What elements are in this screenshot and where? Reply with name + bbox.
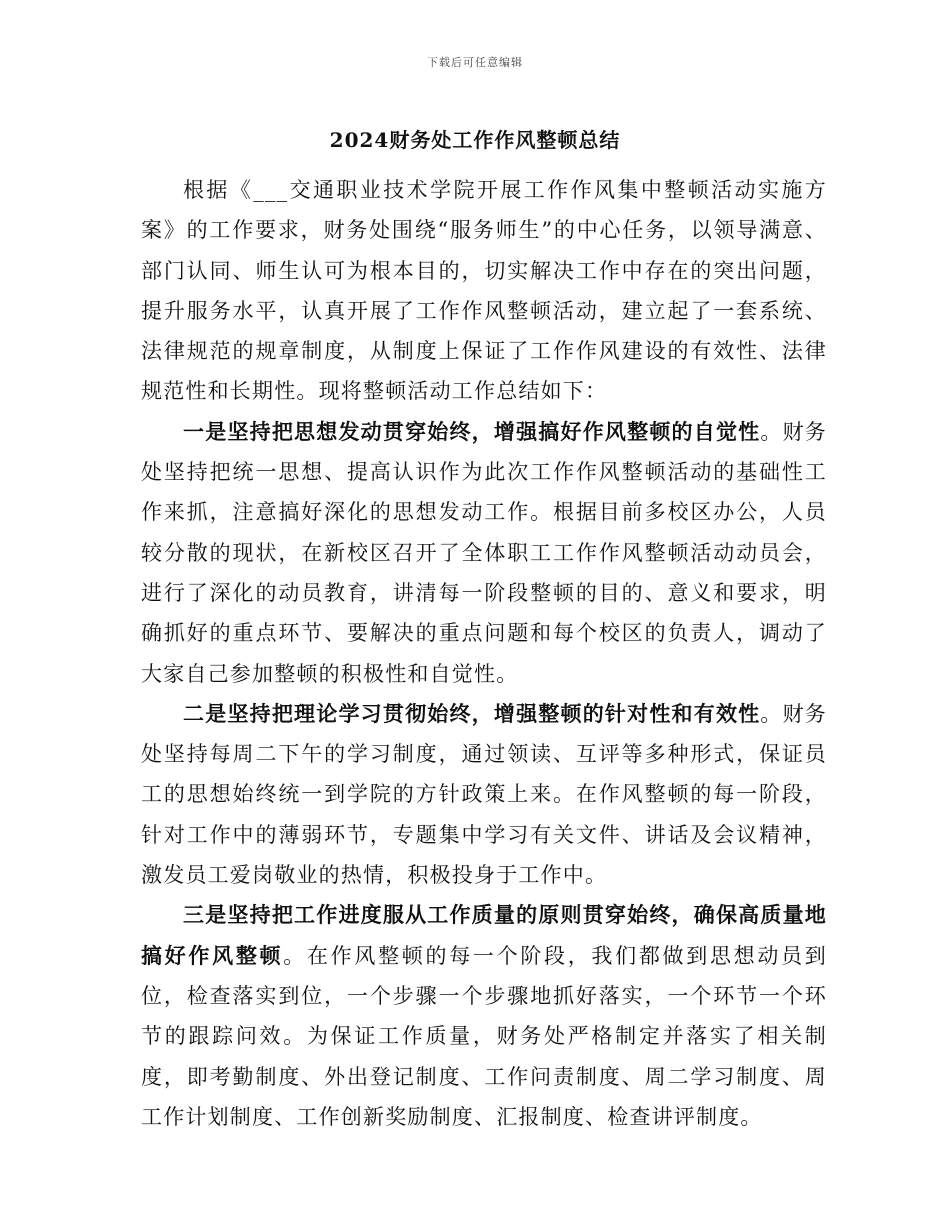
- paragraph-text: 根据《___交通职业技术学院开展工作作风集中整顿活动实施方案》的工作要求，财务处围绕“服务师生”的中心任务，以领导满意、部门认同、师生认可为根本目的，切实解决工作中存在的突出问题，提升服务水平，认真开展了工作作风整顿活动，建立起了一套系统、法律规范的规章制度，从制度上保证了工作作风建设的有效性、法律规范性和长期性。现将整顿活动工作总结如下：: [141, 178, 827, 404]
- paragraph-point-2: [141, 694, 827, 895]
- paragraph-lead: 二是坚持把理论学习贯彻始终，增强整顿的针对性和有效性: [183, 700, 761, 726]
- paragraph-point-1: [141, 412, 827, 694]
- paragraph-lead: 三是坚持把工作进度服从工作质量的原则贯穿始终，确保高质量地搞好作风整顿: [141, 902, 827, 968]
- paragraph-text: 。财务处坚持每周二下午的学习制度，通过领读、互评等多种形式，保证员工的思想始终统一到学院的方针政策上来。在作风整顿的每一阶段，针对工作中的薄弱环节，专题集中学习有关文件、讲话及会议精神，激发员工爱岗敬业的热情，积极投身于工作中。: [141, 701, 827, 888]
- paragraph-text: 。在作风整顿的每一个阶段，我们都做到思想动员到位，检查落实到位，一个步骤一个步骤地抓好落实，一个环节一个环节的跟踪问效。为保证工作质量，财务处严格制定并落实了相关制度，即考勤制度、外出登记制度、工作问责制度、周二学习制度、周工作计划制度、工作创新奖励制度、汇报制度、检查讲评制度。: [141, 943, 827, 1129]
- header-note: 下载后可任意编辑: [427, 56, 523, 69]
- document-title: 2024财务处工作作风整顿总结: [329, 128, 621, 152]
- paragraph-point-3: [141, 895, 827, 1137]
- document-body: [141, 170, 827, 1137]
- paragraph-intro: [141, 170, 827, 412]
- paragraph-text: 。财务处坚持把统一思想、提高认识作为此次工作作风整顿活动的基础性工作来抓，注意搞好深化的思想发动工作。根据目前多校区办公，人员较分散的现状，在新校区召开了全体职工工作作风整顿活动动员会，进行了深化的动员教育，讲清每一阶段整顿的目的、意义和要求，明确抓好的重点环节、要解决的重点问题和每个校区的负责人，调动了大家自己参加整顿的积极性和自觉性。: [141, 419, 827, 686]
- paragraph-lead: 一是坚持把思想发动贯穿始终，增强搞好作风整顿的自觉性: [183, 418, 761, 444]
